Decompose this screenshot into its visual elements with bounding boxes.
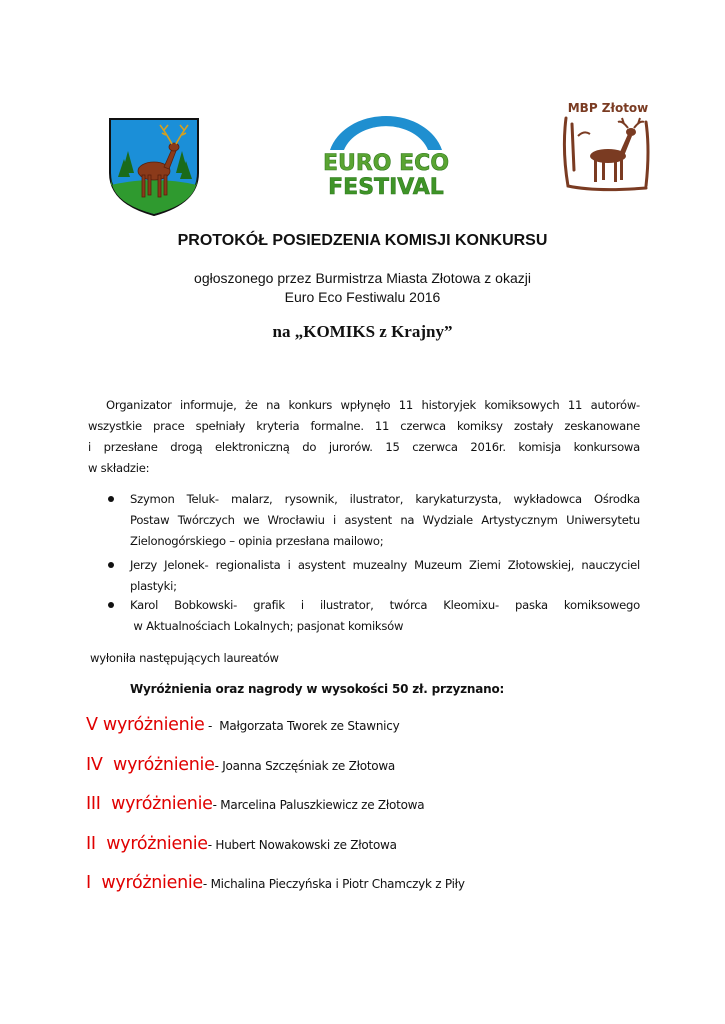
bullet-marker	[108, 562, 114, 568]
award-winner: Małgorzata Tworek ze Stawnicy	[219, 719, 400, 733]
prizes-heading: Wyróżnienia oraz nagrody w wysokości 50 zł. przyznano:	[130, 682, 505, 696]
contest-name: na „KOMIKS z Krajny”	[272, 322, 453, 341]
award-separator: -	[202, 877, 211, 891]
bullet-marker	[108, 602, 114, 608]
award-rank: IV wyróżnienie	[86, 755, 215, 775]
subtitle-line-1: ogłoszonego przez Burmistrza Miasta Złotowa z okazji	[194, 270, 531, 286]
award-rank: III wyróżnienie	[86, 794, 213, 814]
award-rank: II wyróżnienie	[86, 834, 208, 854]
euro-eco-festival-logo	[316, 93, 456, 200]
intro-line-3: i przesłane drogą elektroniczną do jurorów. 15 czerwca 2016r. komisja konkursowa	[88, 440, 640, 454]
festival-line1: EURO ECO	[322, 151, 450, 176]
award-separator: -	[214, 759, 223, 773]
festival-line2: FESTIVAL	[328, 175, 444, 200]
document-title: PROTOKÓŁ POSIEDZENIA KOMISJI KONKURSU	[177, 232, 548, 249]
award-row	[86, 873, 465, 893]
award-rank: V wyróżnienie	[86, 715, 205, 735]
award-row	[86, 755, 395, 775]
coat-of-arms-logo	[106, 115, 202, 217]
jury-3-line-2: w Aktualnościach Lokalnych; pasjonat komiksów	[130, 619, 404, 633]
intro-line-2: wszystkie prace spełniały kryteria formalne. 11 czerwca komiksy zostały zeskanowane	[88, 419, 640, 433]
award-separator: -	[212, 798, 221, 812]
award-winner: Hubert Nowakowski ze Złotowa	[215, 838, 397, 852]
jury-1-line-2: Postaw Twórczych we Wrocławiu i asystent na Wydziale Artystycznym Uniwersytetu	[130, 513, 640, 527]
award-winner: Joanna Szczęśniak ze Złotowa	[222, 759, 396, 773]
festival-arc-text: ZŁOTÓW	[316, 93, 379, 108]
award-separator: -	[204, 719, 220, 733]
subtitle-line-2: Euro Eco Festiwalu 2016	[284, 289, 441, 305]
selected-winners-text: wyłoniła następujących laureatów	[90, 651, 279, 665]
award-winner: Marcelina Paluszkiewicz ze Złotowa	[220, 798, 425, 812]
jury-2-line-1: Jerzy Jelonek- regionalista i asystent muzealny Muzeum Ziemi Złotowskiej, nauczyciel	[130, 558, 640, 572]
jury-1-line-1: Szymon Teluk- malarz, rysownik, ilustrator, karykaturzysta, wykładowca Ośrodka	[130, 492, 640, 506]
award-row	[86, 794, 424, 814]
mbp-library-logo	[556, 100, 658, 200]
award-row	[86, 715, 399, 735]
intro-line-1: Organizator informuje, że na konkurs wpłynęło 11 historyjek komiksowych 11 autorów-	[106, 398, 640, 412]
jury-3-line-1: Karol Bobkowski- grafik i ilustrator, twórca Kleomixu- paska komiksowego	[130, 598, 640, 612]
bullet-marker	[108, 496, 114, 502]
intro-paragraph	[88, 395, 640, 485]
award-rank: I wyróżnienie	[86, 873, 203, 893]
award-row	[86, 834, 397, 854]
jury-2-line-2: plastyki;	[130, 579, 177, 593]
award-winner: Michalina Pieczyńska i Piotr Chamczyk z Piły	[210, 877, 465, 891]
jury-1-line-3: Zielonogórskiego – opinia przesłana mailowo;	[130, 534, 384, 548]
intro-line-4: w składzie:	[88, 461, 150, 475]
library-logo-text: MBP Złotow	[567, 101, 649, 115]
award-separator: -	[207, 838, 216, 852]
